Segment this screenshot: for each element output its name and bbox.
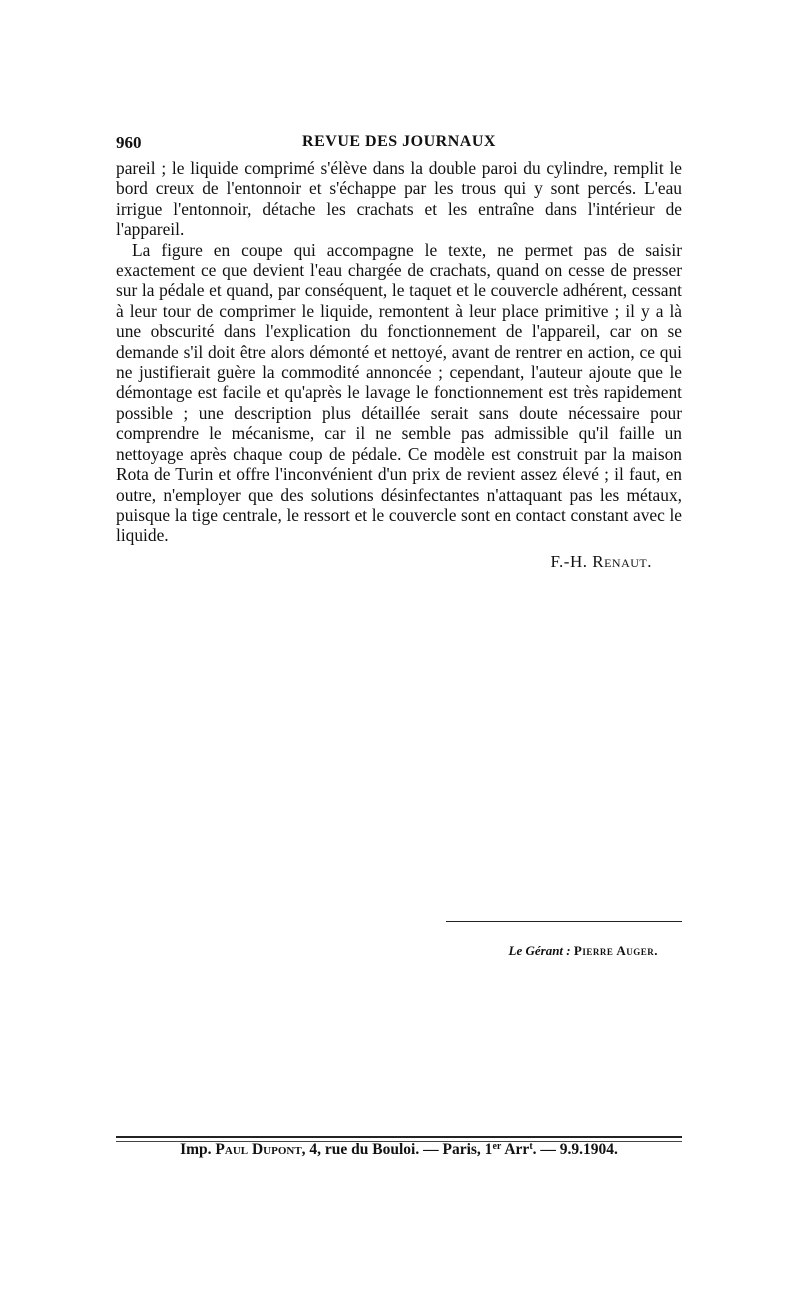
footer-rule-thick	[116, 1136, 682, 1138]
author-signature: F.-H. Renaut.	[550, 551, 652, 571]
gerant-divider	[446, 921, 682, 922]
running-head: REVUE DES JOURNAUX	[302, 133, 496, 150]
imprint-sup-t: t	[529, 1141, 533, 1152]
imprint-prefix: Imp.	[180, 1141, 212, 1158]
imprint-printer: Paul Dupont	[215, 1141, 302, 1158]
page-header	[116, 133, 682, 157]
imprint-sup-er: er	[492, 1141, 502, 1152]
imprint-address: , 4, rue du Bouloi. — Paris, 1	[301, 1141, 493, 1158]
gerant-name: Pierre Auger.	[573, 943, 658, 958]
paragraph-1: pareil ; le liquide comprimé s'élève dans la double paroi du cylindre, remplit le bord creux de l'entonnoir et s'échappe par les trous qui y sont percés. L'eau irrigue l'entonnoir, détache les crachats et les entraîne dans l'intérieur de l'appareil.	[116, 158, 682, 240]
paragraph-2: La figure en coupe qui accompagne le texte, ne permet pas de saisir exactement ce que devient l'eau chargée de crachats, quand on cesse de presser sur la pédale et quand, par conséquent, le taquet et le couvercle adhérent, cessant à leur tour de comprimer le liquide, remontent à leur place primitive ; il y a là une obscurité dans l'explication du fonctionnement de l'appareil, car on se demande s'il doit être alors démonté et nettoyé, avant de rentrer en action, ce qui ne justifierait guère la commodité annoncée ; cependant, l'auteur ajoute que le démontage est facile et qu'après le lavage le fonctionnement est très rapidement possible ; une description plus détaillée serait sans doute nécessaire pour comprendre le mécanisme, car il ne semble pas admissible qu'il faille un nettoyage après chaque coup de pédale. Ce modèle est construit par la maison Rota de Turin et offre l'inconvénient d'un prix de revient assez élevé ; il faut, en outre, n'employer que des solutions désinfectantes n'attaquant pas les métaux, puisque la tige centrale, le ressort et le couvercle sont en contact constant avec le liquide.	[116, 239, 682, 546]
page-number: 960	[116, 133, 142, 152]
printer-imprint	[116, 1141, 682, 1159]
imprint-arr: Arr	[501, 1141, 530, 1158]
imprint-date: . — 9.9.1904.	[532, 1141, 618, 1158]
article-body	[116, 158, 682, 572]
gerant-label: Le Gérant :	[508, 943, 571, 958]
gerant-line	[400, 943, 658, 959]
